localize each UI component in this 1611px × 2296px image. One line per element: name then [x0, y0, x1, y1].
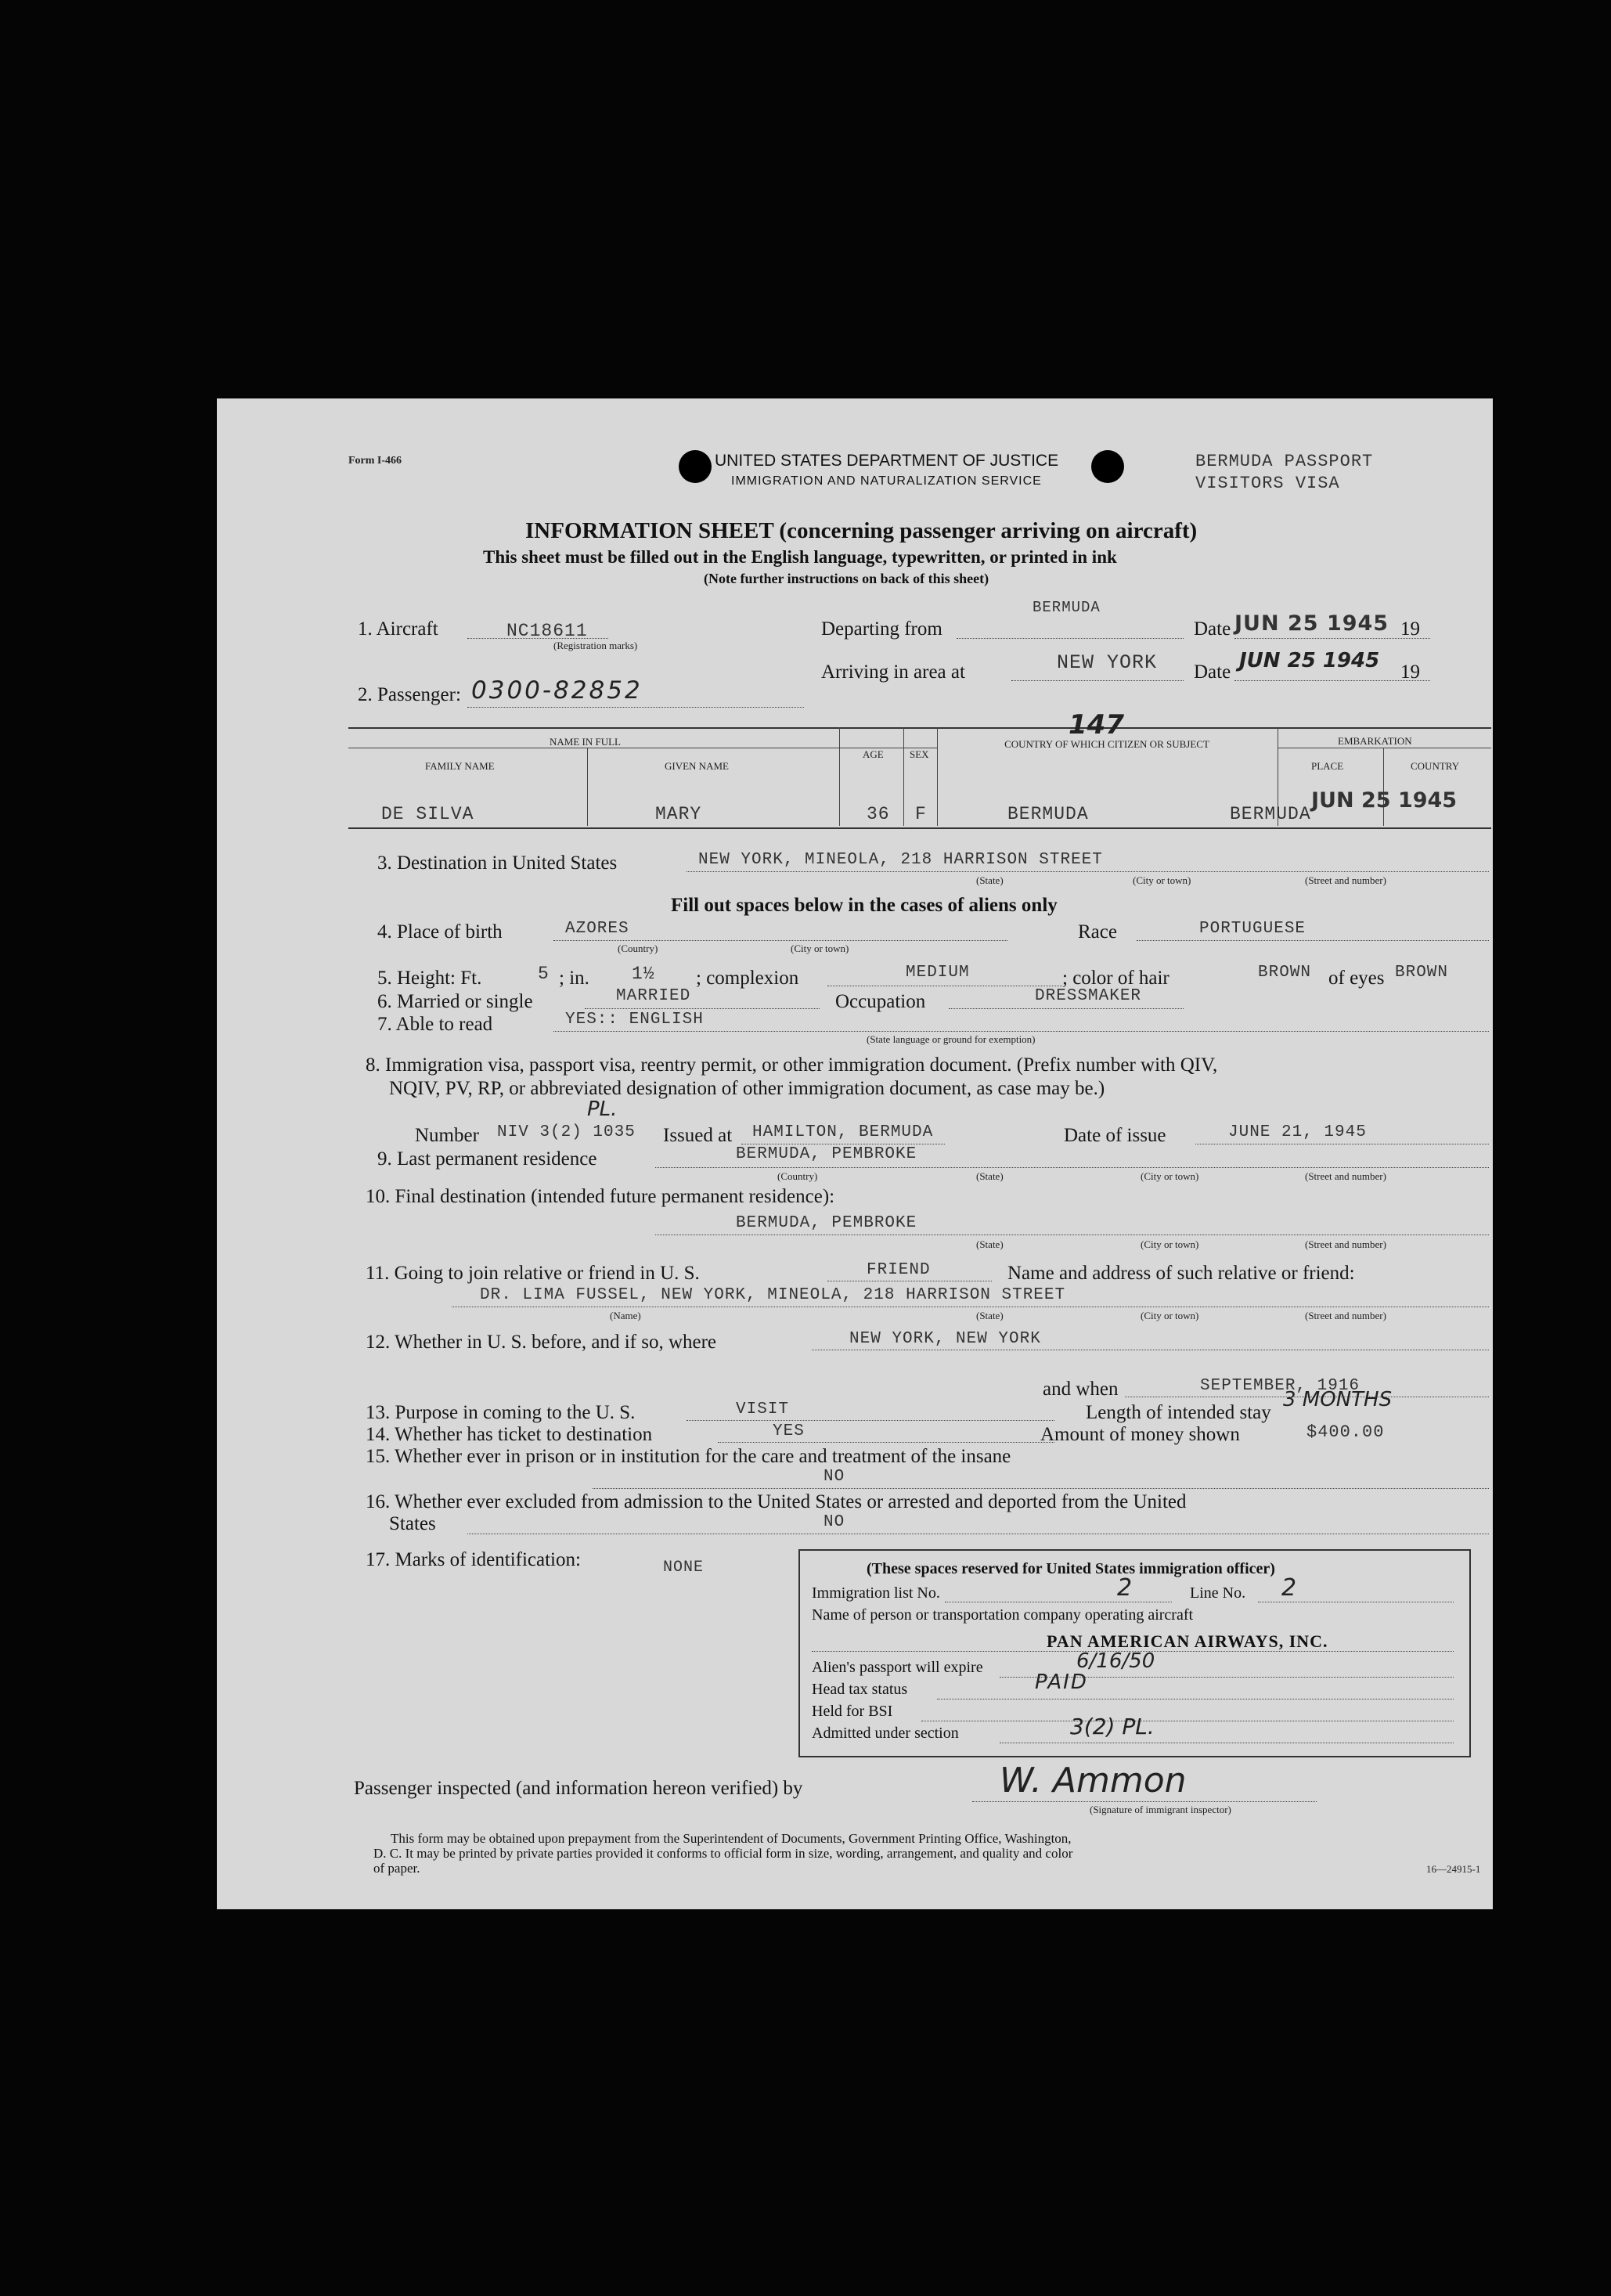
given-name-header: GIVEN NAME [665, 760, 729, 772]
company-value: PAN AMERICAN AIRWAYS, INC. [1047, 1631, 1328, 1651]
arrival-date-stamp: JUN 25 1945 [1239, 649, 1380, 672]
money-value: $400.00 [1306, 1422, 1385, 1442]
form-title: INFORMATION SHEET (concerning passenger arriving on aircraft) [525, 518, 1198, 543]
join-label: 11. Going to join relative or friend in U. S. [366, 1263, 700, 1284]
footer-note-line2: D. C. It may be printed by private parties provided it conforms to official form in size, wording, arrangement, and quality and color [373, 1846, 1073, 1861]
passenger-number: 0300-82852 [471, 676, 643, 705]
form-code: 16—24915-1 [1426, 1863, 1481, 1875]
passport-expire-value: 6/16/50 [1076, 1649, 1155, 1673]
state-caption: (State) [976, 874, 1004, 886]
age-value: 36 [867, 804, 890, 824]
birth-country-caption: (Country) [618, 943, 658, 954]
before-label: 12. Whether in U. S. before, and if so, where [366, 1332, 717, 1353]
before-value: NEW YORK, NEW YORK [849, 1330, 1041, 1348]
embarkation-header: EMBARKATION [1338, 735, 1412, 747]
held-bsi-label: Held for BSI [812, 1703, 893, 1720]
embarkation-date-stamp: JUN 25 1945 [1311, 788, 1458, 813]
country-header: COUNTRY [1411, 760, 1460, 772]
country-citizen-header: COUNTRY OF WHICH CITIZEN OR SUBJECT [1004, 738, 1209, 750]
head-tax-label: Head tax status [812, 1681, 908, 1698]
year-suffix-2: 19 [1400, 661, 1420, 683]
marks-label: 17. Marks of identification: [366, 1549, 581, 1570]
issued-at-label: Issued at [663, 1125, 733, 1146]
married-label: 6. Married or single [377, 991, 533, 1012]
admitted-section-value: 3(2) PL. [1070, 1714, 1155, 1739]
birth-label: 4. Place of birth [377, 921, 503, 943]
hair-label: ; color of hair [1062, 968, 1170, 989]
last-res-country-caption: (Country) [777, 1170, 818, 1182]
footer-note-line1: This form may be obtained upon prepayment from the Superintendent of Documents, Government Printing Office, Washington, [391, 1831, 1072, 1846]
punch-hole-right [1091, 450, 1124, 483]
sex-value: F [915, 804, 927, 824]
purpose-label: 13. Purpose in coming to the U. S. [366, 1402, 636, 1423]
form-number: Form I-466 [348, 455, 402, 467]
issued-at-value: HAMILTON, BERMUDA [752, 1123, 934, 1141]
eyes-value: BROWN [1395, 964, 1449, 982]
line-number-label: Line No. [1190, 1584, 1246, 1602]
destination-label: 3. Destination in United States [377, 852, 618, 874]
complexion-value: MEDIUM [906, 964, 970, 982]
purpose-value: VISIT [736, 1400, 790, 1418]
sex-header: SEX [910, 748, 929, 760]
departing-value: BERMUDA [1033, 599, 1101, 616]
passport-expire-label: Alien's passport will expire [812, 1659, 983, 1676]
excluded-value: NO [824, 1513, 845, 1531]
marks-value: NONE [663, 1559, 705, 1577]
visa-number-value: NIV 3(2) 1035 [497, 1123, 636, 1141]
race-label: Race [1078, 921, 1117, 943]
last-residence-value: BERMUDA, PEMBROKE [736, 1145, 917, 1163]
citizen-value: BERMUDA [1007, 804, 1089, 824]
family-name-value: DE SILVA [381, 804, 474, 824]
race-value: PORTUGUESE [1199, 920, 1306, 938]
join-value: FRIEND [867, 1261, 931, 1279]
read-label: 7. Able to read [377, 1014, 493, 1035]
embark-place-value: BERMUDA [1230, 804, 1311, 824]
aircraft-value: NC18611 [506, 621, 588, 641]
height-label: 5. Height: Ft. [377, 968, 482, 989]
admitted-section-label: Admitted under section [812, 1725, 959, 1742]
inspected-label: Passenger inspected (and information hereon verified) by [354, 1778, 803, 1799]
passport-note-line2: VISITORS VISA [1195, 474, 1340, 493]
name-in-full-header: NAME IN FULL [550, 736, 621, 748]
read-caption: (State language or ground for exemption) [867, 1033, 1036, 1045]
birth-value: AZORES [565, 920, 629, 938]
excluded-label-line1: 16. Whether ever excluded from admission to the United States or arrested and deported from the United [366, 1491, 1187, 1512]
company-label: Name of person or transportation company operating aircraft [812, 1606, 1194, 1624]
final-destination-label: 10. Final destination (intended future permanent residence): [366, 1186, 835, 1207]
date-label-1: Date [1194, 618, 1231, 640]
line-number-value: 2 [1281, 1574, 1297, 1602]
department-name: UNITED STATES DEPARTMENT OF JUSTICE [715, 452, 1059, 470]
complexion-label: ; complexion [696, 968, 799, 989]
passenger-label: 2. Passenger: [358, 684, 461, 705]
birth-city-caption: (City or town) [791, 943, 849, 954]
form-sheet [217, 398, 1493, 1909]
visa-label-line1: 8. Immigration visa, passport visa, reentry permit, or other immigration document. (Prefix number with QIV, [366, 1054, 1218, 1076]
passport-note-line1: BERMUDA PASSPORT [1195, 452, 1374, 471]
service-name: IMMIGRATION AND NATURALIZATION SERVICE [731, 474, 1042, 488]
form-subnote: (Note further instructions on back of this sheet) [704, 571, 989, 586]
table-number-mark: 147 [1069, 709, 1124, 741]
when-value: SEPTEMBER, 1916 [1200, 1377, 1361, 1395]
height-inches-label: ; in. [559, 968, 589, 989]
city-caption: (City or town) [1133, 874, 1191, 886]
departure-date-stamp: JUN 25 1945 [1234, 611, 1389, 636]
last-res-state-caption: (State) [976, 1170, 1004, 1182]
last-residence-label: 9. Last permanent residence [377, 1148, 597, 1170]
ticket-value: YES [773, 1422, 805, 1440]
inspector-signature: W. Ammon [1000, 1761, 1187, 1800]
join-name-caption: (Name) [610, 1310, 641, 1321]
join-street-caption: (Street and number) [1305, 1310, 1386, 1321]
final-destination-value: BERMUDA, PEMBROKE [736, 1214, 917, 1232]
stay-value: 3 MONTHS [1283, 1388, 1393, 1411]
join-city-caption: (City or town) [1141, 1310, 1199, 1321]
form-subtitle: This sheet must be filled out in the English language, typewritten, or printed in ink [483, 547, 1117, 567]
eyes-label: of eyes [1328, 968, 1385, 989]
ticket-label: 14. Whether has ticket to destination [366, 1424, 653, 1445]
departing-label: Departing from [821, 618, 942, 640]
prison-label: 15. Whether ever in prison or in institution for the care and treatment of the insane [366, 1446, 1011, 1467]
stay-label: Length of intended stay [1086, 1402, 1271, 1423]
officer-box-title: (These spaces reserved for United States immigration officer) [867, 1560, 1275, 1577]
last-res-street-caption: (Street and number) [1305, 1170, 1386, 1182]
final-state-caption: (State) [976, 1238, 1004, 1250]
excluded-label-line2: States [389, 1513, 436, 1534]
list-number-label: Immigration list No. [812, 1584, 940, 1602]
occupation-value: DRESSMAKER [1035, 987, 1142, 1005]
height-inches: 1½ [632, 964, 655, 984]
read-value: YES:: ENGLISH [565, 1011, 704, 1029]
join-name-label: Name and address of such relative or friend: [1007, 1263, 1355, 1284]
occupation-label: Occupation [835, 991, 926, 1012]
visa-label-line2: NQIV, PV, RP, or abbreviated designation of other immigration document, as case may be.) [389, 1078, 1105, 1099]
height-feet: 5 [538, 964, 550, 984]
date-of-issue-label: Date of issue [1064, 1125, 1166, 1146]
last-res-city-caption: (City or town) [1141, 1170, 1199, 1182]
married-value: MARRIED [616, 987, 691, 1005]
age-header: AGE [863, 748, 884, 760]
final-city-caption: (City or town) [1141, 1238, 1199, 1250]
signature-caption: (Signature of immigrant inspector) [1090, 1804, 1231, 1815]
arriving-value: NEW YORK [1057, 651, 1158, 674]
hair-value: BROWN [1258, 964, 1312, 982]
visa-number-label: Number [415, 1125, 479, 1146]
final-street-caption: (Street and number) [1305, 1238, 1386, 1250]
aliens-only-heading: Fill out spaces below in the cases of aliens only [671, 895, 1058, 916]
when-label: and when [1043, 1379, 1119, 1400]
date-of-issue-value: JUNE 21, 1945 [1228, 1123, 1367, 1141]
given-name-value: MARY [655, 804, 702, 824]
head-tax-value: PAID [1035, 1671, 1088, 1694]
aircraft-label: 1. Aircraft [358, 618, 438, 640]
join-state-caption: (State) [976, 1310, 1004, 1321]
join-address-value: DR. LIMA FUSSEL, NEW YORK, MINEOLA, 218 HARRISON STREET [480, 1286, 1066, 1304]
place-header: PLACE [1311, 760, 1344, 772]
registration-caption: (Registration marks) [553, 640, 638, 651]
money-label: Amount of money shown [1040, 1424, 1240, 1445]
visa-number-handwritten: PL. [587, 1098, 618, 1121]
date-label-2: Date [1194, 661, 1231, 683]
prison-value: NO [824, 1468, 845, 1486]
footer-note-line3: of paper. [373, 1861, 420, 1876]
arriving-label: Arriving in area at [821, 661, 965, 683]
list-number-value: 2 [1117, 1574, 1133, 1602]
street-caption: (Street and number) [1305, 874, 1386, 886]
year-suffix-1: 19 [1400, 618, 1420, 640]
punch-hole-left [679, 450, 712, 483]
family-name-header: FAMILY NAME [425, 760, 495, 772]
destination-value: NEW YORK, MINEOLA, 218 HARRISON STREET [698, 851, 1103, 869]
